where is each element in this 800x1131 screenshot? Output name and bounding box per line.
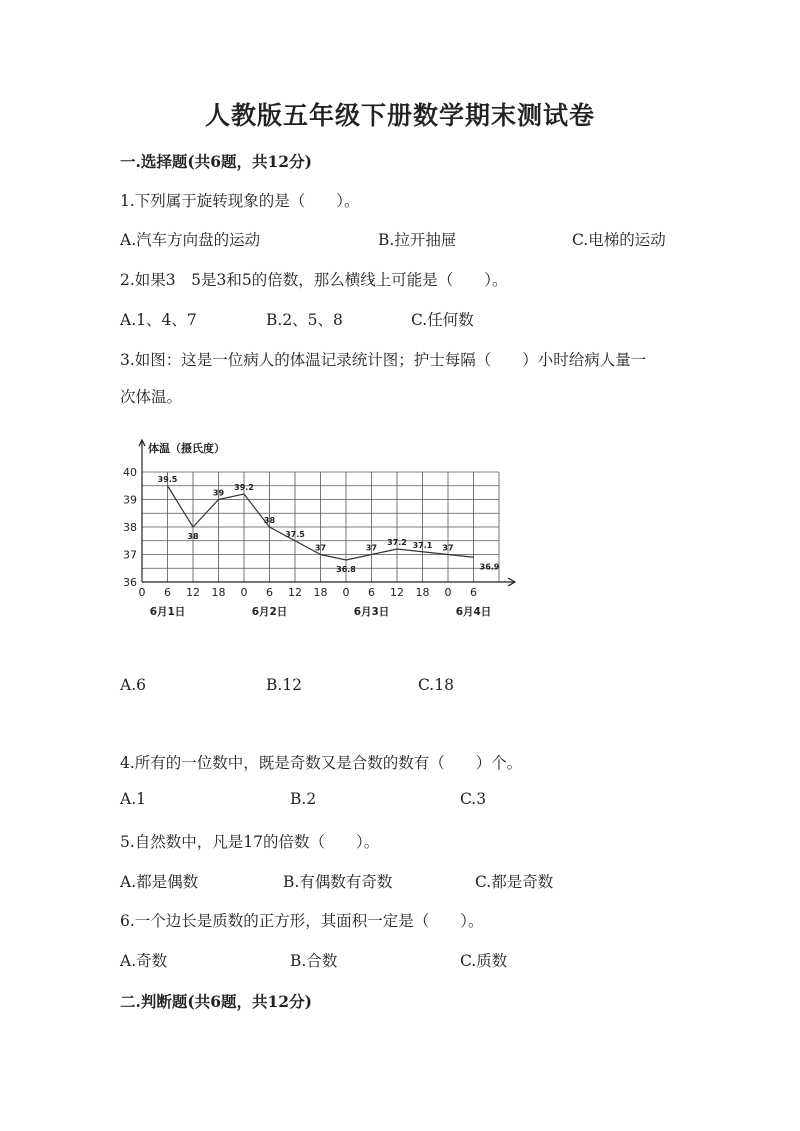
question-2-option-a: A.1、4、7 bbox=[120, 311, 197, 329]
y-tick-label: 38 bbox=[123, 521, 137, 534]
x-tick-label: 0 bbox=[240, 586, 248, 599]
data-label: 37 bbox=[314, 543, 327, 553]
question-5-option-b: B.有偶数有奇数 bbox=[283, 873, 393, 891]
question-1-stem: 1.下列属于旋转现象的是（ ）。 bbox=[120, 192, 360, 210]
data-label: 39 bbox=[212, 488, 225, 498]
question-2-option-c: C.任何数 bbox=[411, 311, 474, 329]
section-heading-choice: 一.选择题(共6题，共12分) bbox=[120, 152, 312, 171]
question-4-option-a: A.1 bbox=[120, 790, 146, 808]
question-6-stem: 6.一个边长是质数的正方形，其面积一定是（ ）。 bbox=[120, 912, 484, 930]
data-label: 36.9 bbox=[479, 562, 500, 572]
data-label: 37 bbox=[365, 543, 378, 553]
chart-data-labels bbox=[158, 475, 500, 574]
x-tick-label: 12 bbox=[288, 586, 302, 599]
x-tick-label: 0 bbox=[342, 586, 350, 599]
data-label: 39.5 bbox=[157, 474, 178, 484]
question-3-stem-line-1: 3.如图：这是一位病人的体温记录统计图；护士每隔（ ）小时给病人量一 bbox=[120, 351, 647, 369]
question-6-option-b: B.合数 bbox=[290, 952, 338, 970]
question-5-option-a: A.都是偶数 bbox=[120, 873, 199, 891]
day-label: 6月3日 bbox=[353, 606, 390, 618]
x-tick-label: 18 bbox=[211, 586, 226, 599]
chart-grid bbox=[142, 472, 499, 582]
x-tick-label: 18 bbox=[415, 586, 430, 599]
question-3-option-a: A.6 bbox=[120, 676, 146, 694]
x-tick-label: 6 bbox=[470, 586, 477, 599]
page-title: 人教版五年级下册数学期末测试卷 bbox=[204, 101, 595, 130]
question-3-stem-line-2: 次体温。 bbox=[120, 388, 183, 406]
x-tick-label: 12 bbox=[390, 586, 404, 599]
chart-x-ticks bbox=[139, 586, 478, 599]
x-tick-label: 6 bbox=[266, 586, 273, 599]
question-5-option-c: C.都是奇数 bbox=[475, 873, 554, 891]
y-tick-label: 39 bbox=[123, 493, 137, 507]
day-label: 6月1日 bbox=[149, 606, 186, 618]
section-heading-judgement: 二.判断题(共6题，共12分) bbox=[120, 992, 312, 1011]
temperature-line-chart bbox=[118, 432, 528, 622]
question-4-option-b: B.2 bbox=[290, 790, 317, 808]
question-5-stem: 5.自然数中，凡是17的倍数（ ）。 bbox=[120, 833, 380, 851]
data-label: 36.8 bbox=[336, 565, 356, 574]
x-tick-label: 18 bbox=[313, 586, 328, 599]
x-tick-label: 12 bbox=[186, 586, 200, 599]
chart-y-axis-label: 体温（摄氏度） bbox=[148, 442, 225, 455]
question-3-option-c: C.18 bbox=[418, 676, 454, 694]
x-tick-label: 0 bbox=[444, 586, 452, 599]
data-label: 39.2 bbox=[234, 483, 254, 492]
data-label: 37.5 bbox=[285, 529, 305, 539]
x-tick-label: 6 bbox=[164, 586, 171, 599]
day-label: 6月2日 bbox=[251, 606, 288, 618]
data-label: 37 bbox=[442, 543, 454, 553]
question-3-option-b: B.12 bbox=[266, 676, 303, 694]
data-label: 37.1 bbox=[412, 540, 433, 550]
data-label: 37.2 bbox=[387, 538, 407, 547]
question-1-option-a: A.汽车方向盘的运动 bbox=[120, 231, 261, 249]
chart-y-ticks bbox=[123, 466, 137, 589]
question-2-option-b: B.2、5、8 bbox=[266, 311, 343, 329]
day-label: 6月4日 bbox=[455, 606, 492, 618]
y-tick-label: 37 bbox=[123, 548, 137, 562]
question-6-option-c: C.质数 bbox=[460, 952, 508, 970]
question-6-option-a: A.奇数 bbox=[120, 952, 168, 970]
data-label: 38 bbox=[263, 516, 276, 525]
y-tick-label: 40 bbox=[123, 466, 137, 479]
y-tick-label: 36 bbox=[123, 576, 137, 589]
x-tick-label: 0 bbox=[138, 586, 146, 599]
question-4-stem: 4.所有的一位数中，既是奇数又是合数的数有（ ）个。 bbox=[120, 754, 523, 772]
chart-day-labels bbox=[150, 605, 492, 618]
question-2-stem: 2.如果3 5是3和5的倍数，那么横线上可能是（ ）。 bbox=[120, 271, 508, 289]
question-4-option-c: C.3 bbox=[460, 790, 487, 808]
question-1-option-b: B.拉开抽屉 bbox=[378, 231, 457, 249]
question-1-option-c: C.电梯的运动 bbox=[572, 231, 666, 249]
x-tick-label: 6 bbox=[368, 586, 375, 599]
data-label: 38 bbox=[187, 532, 199, 541]
